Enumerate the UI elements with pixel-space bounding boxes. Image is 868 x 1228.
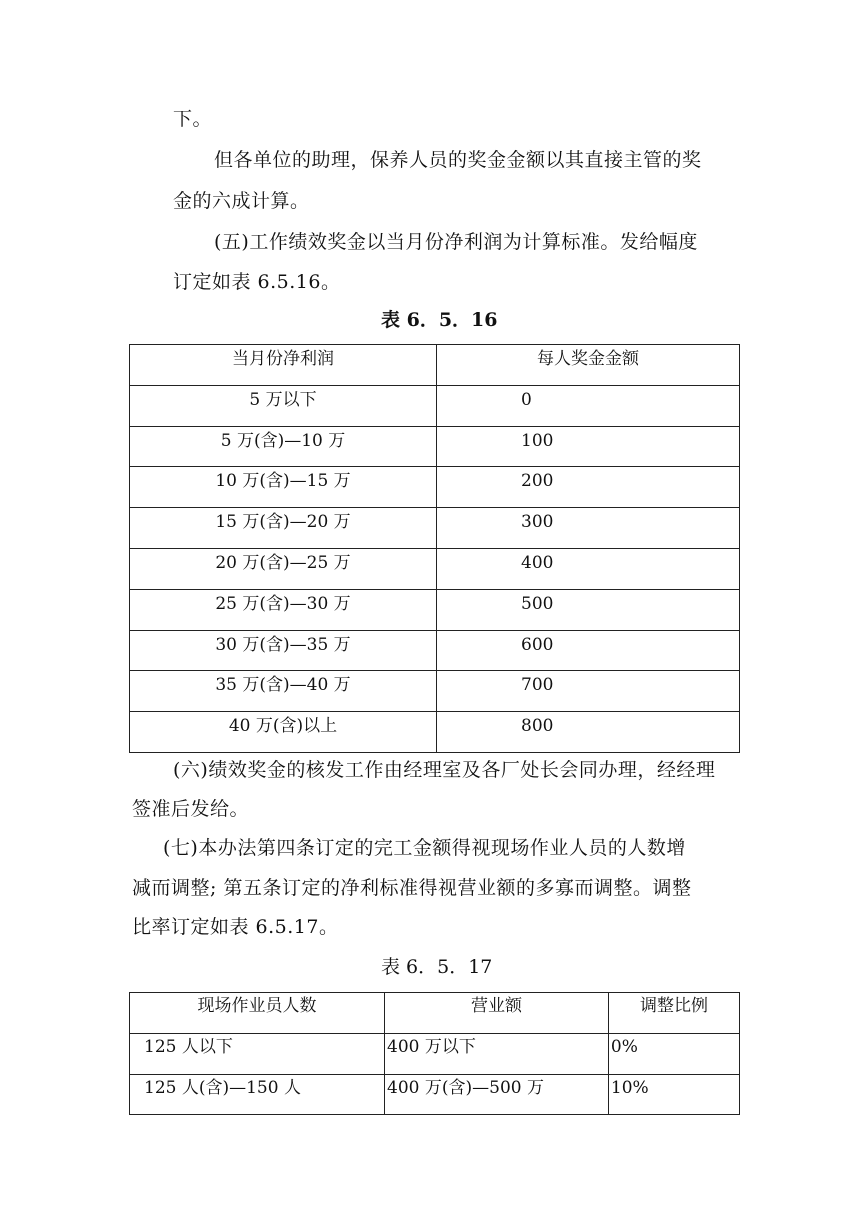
paragraph-line: 比率订定如表 6.5.17。 xyxy=(132,916,339,938)
table-cell: 600 xyxy=(437,630,740,671)
table-cell: 35 万(含)—40 万 xyxy=(130,671,437,712)
table-cell: 10 万(含)—15 万 xyxy=(130,467,437,508)
table-caption: 表 6．5．16 xyxy=(381,309,498,331)
table-header-cell: 调整比例 xyxy=(608,993,739,1034)
paragraph-line: 金的六成计算。 xyxy=(173,190,310,212)
table-cell: 5 万以下 xyxy=(130,385,437,426)
table-cell: 400 xyxy=(437,548,740,589)
table-cell: 15 万(含)—20 万 xyxy=(130,508,437,549)
paragraph-line: (六)绩效奖金的核发工作由经理室及各厂处长会同办理，经经理 xyxy=(173,759,716,781)
table-cell: 400 万(含)—500 万 xyxy=(385,1074,609,1115)
table-cell: 100 xyxy=(437,426,740,467)
table-row xyxy=(130,548,740,589)
table-cell: 25 万(含)—30 万 xyxy=(130,589,437,630)
table-cell: 800 xyxy=(437,712,740,753)
table-row xyxy=(130,1033,740,1074)
table-cell: 40 万(含)以上 xyxy=(130,712,437,753)
table-cell: 20 万(含)—25 万 xyxy=(130,548,437,589)
table-cell: 5 万(含)—10 万 xyxy=(130,426,437,467)
table-6-5-17 xyxy=(129,992,740,1115)
table-header-cell: 当月份净利润 xyxy=(130,345,437,386)
table-cell: 400 万以下 xyxy=(385,1033,609,1074)
table-header-row xyxy=(130,993,740,1034)
paragraph-line: (五)工作绩效奖金以当月份净利润为计算标准。发给幅度 xyxy=(214,231,698,253)
paragraph-line: 减而调整; 第五条订定的净利标准得视营业额的多寡而调整。调整 xyxy=(132,877,692,899)
table-cell: 300 xyxy=(437,508,740,549)
table-header-cell: 现场作业员人数 xyxy=(130,993,385,1034)
table-cell: 125 人以下 xyxy=(130,1033,385,1074)
table-cell: 10% xyxy=(608,1074,739,1115)
table-row xyxy=(130,385,740,426)
table-cell: 125 人(含)—150 人 xyxy=(130,1074,385,1115)
table-caption: 表 6．5．17 xyxy=(381,956,493,978)
table-cell: 200 xyxy=(437,467,740,508)
table-row xyxy=(130,508,740,549)
table-row xyxy=(130,1074,740,1115)
table-row xyxy=(130,426,740,467)
table-row xyxy=(130,671,740,712)
table-cell: 0 xyxy=(437,385,740,426)
paragraph-line: (七)本办法第四条订定的完工金额得视现场作业人员的人数增 xyxy=(163,837,686,859)
table-header-cell: 营业额 xyxy=(385,993,609,1034)
table-row xyxy=(130,630,740,671)
table-header-cell: 每人奖金金额 xyxy=(437,345,740,386)
table-cell: 500 xyxy=(437,589,740,630)
table-row xyxy=(130,589,740,630)
paragraph-line: 订定如表 6.5.16。 xyxy=(173,271,341,293)
paragraph-line: 签准后发给。 xyxy=(132,798,250,820)
table-header-row xyxy=(130,345,740,386)
table-row xyxy=(130,467,740,508)
table-cell: 700 xyxy=(437,671,740,712)
table-6-5-16 xyxy=(129,344,740,753)
paragraph-line: 但各单位的助理，保养人员的奖金金额以其直接主管的奖 xyxy=(214,149,702,171)
table-cell: 30 万(含)—35 万 xyxy=(130,630,437,671)
table-row xyxy=(130,712,740,753)
paragraph-line: 下。 xyxy=(173,108,213,130)
table-cell: 0% xyxy=(608,1033,739,1074)
